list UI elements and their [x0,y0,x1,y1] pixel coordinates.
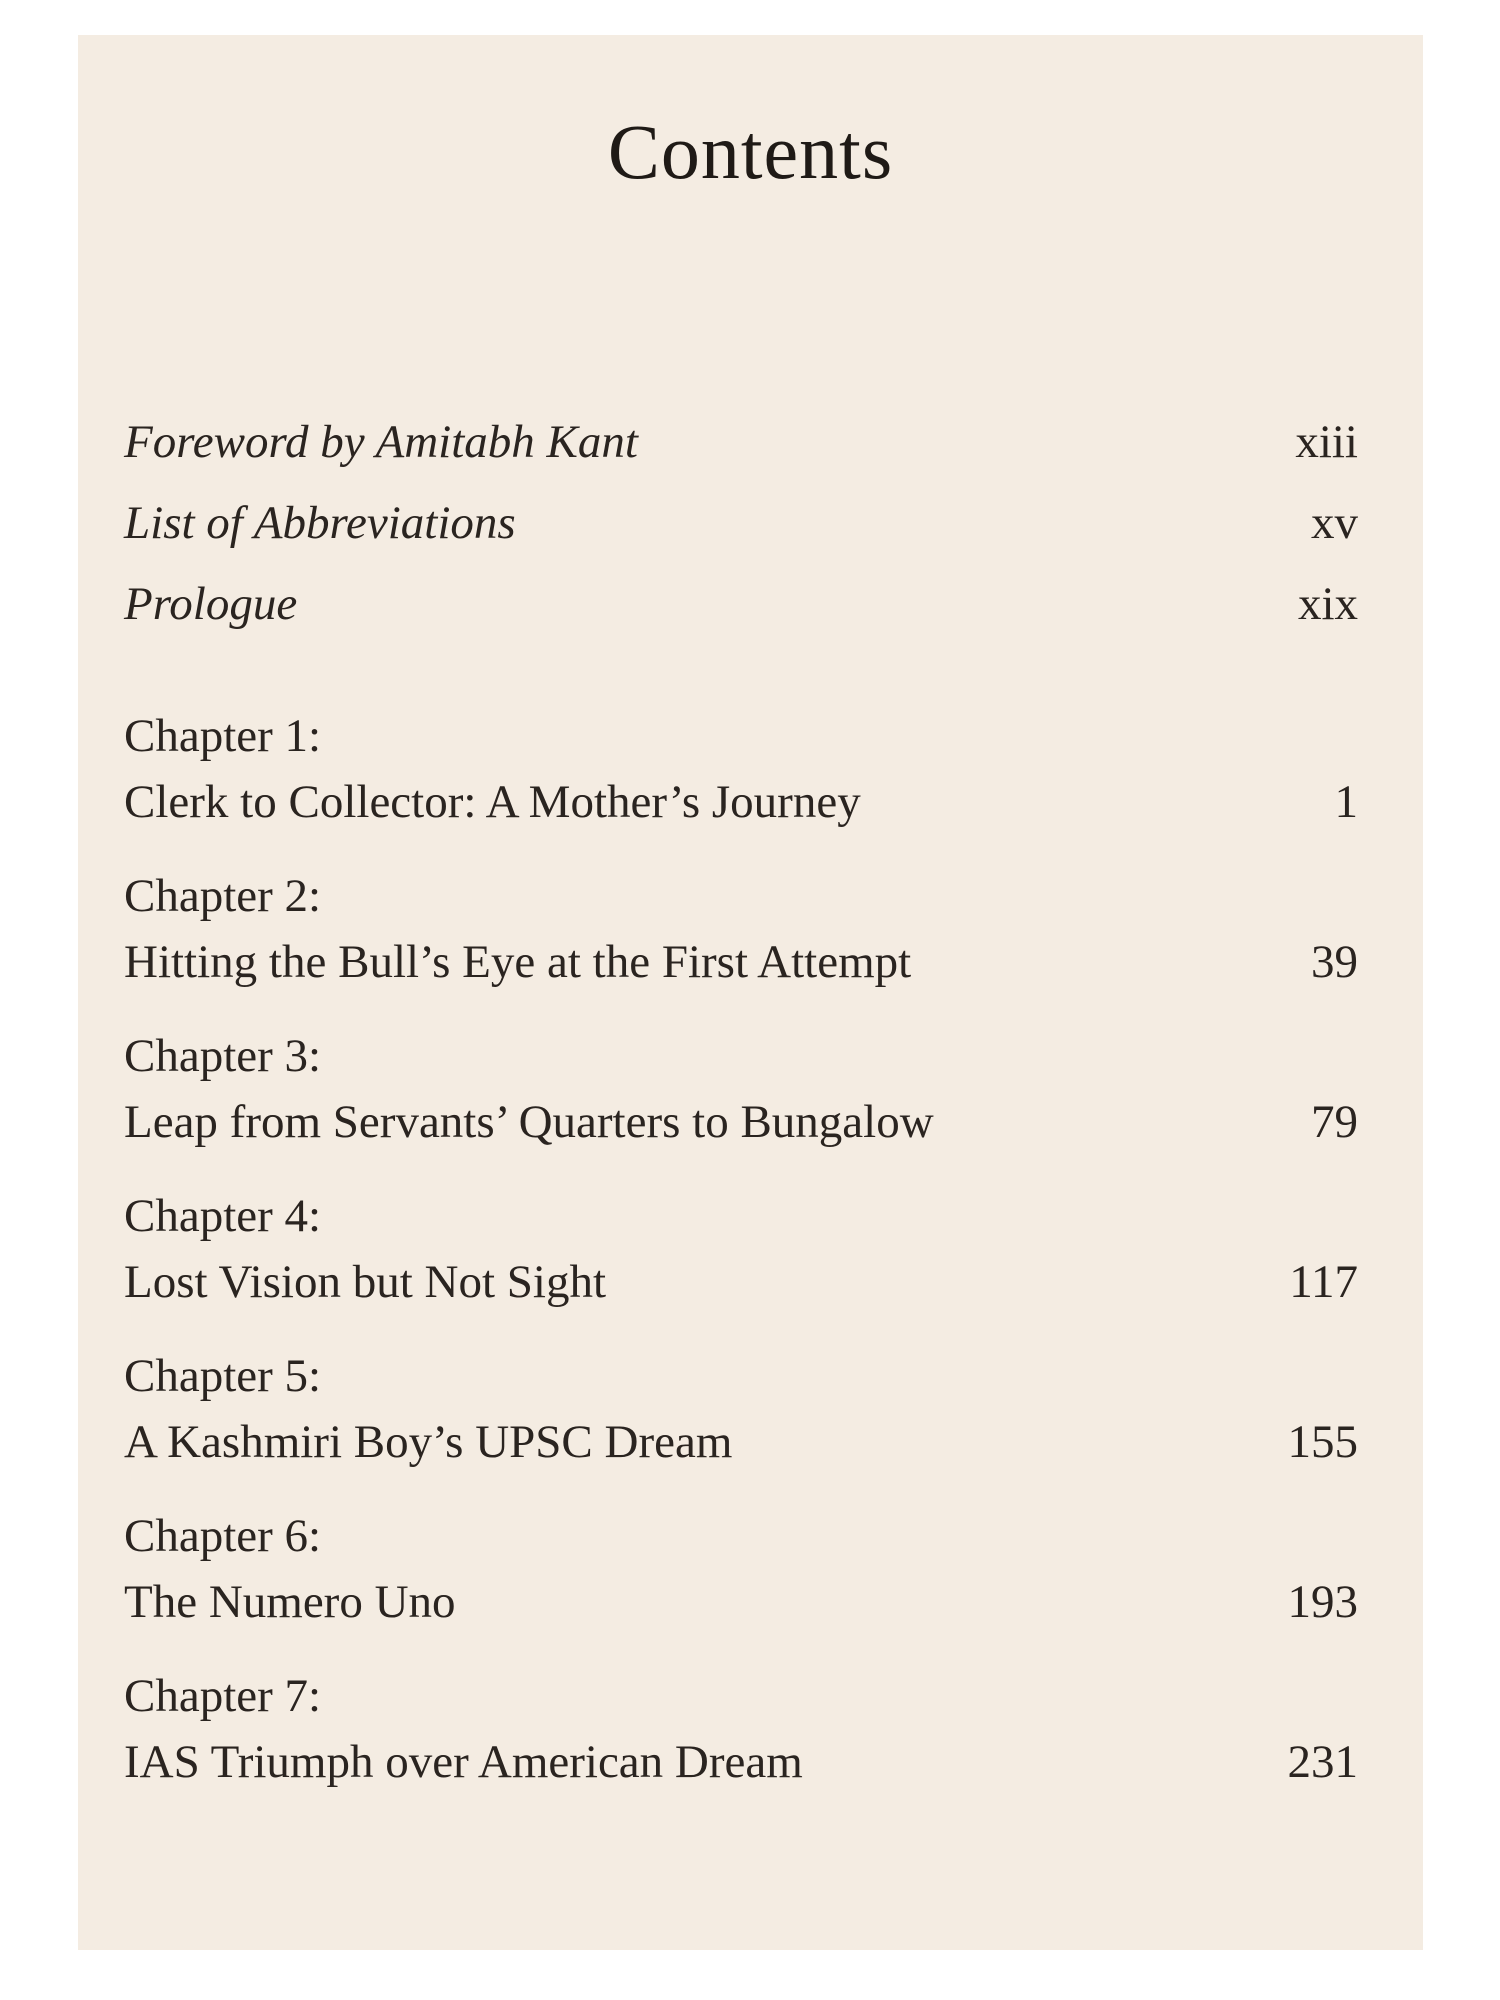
chapter-heading: Chapter 5: [124,1350,322,1402]
chapter-heading: Chapter 4: [124,1190,322,1242]
chapter-heading: Chapter 7: [124,1670,322,1722]
chapter-heading: Chapter 3: [124,1030,322,1082]
toc-list [124,415,1358,1823]
toc-chapter-7 [124,1663,1358,1823]
book-page [78,35,1423,1950]
chapter-heading: Chapter 6: [124,1510,322,1562]
toc-chapter-6 [124,1503,1358,1663]
toc-page-number: 117 [1289,1256,1358,1308]
toc-entry-prologue [124,577,1358,658]
toc-entry-abbreviations [124,496,1358,577]
chapter-title: Clerk to Collector: A Mother’s Journey [124,776,861,828]
toc-chapter-4 [124,1183,1358,1343]
chapter-title: A Kashmiri Boy’s UPSC Dream [124,1416,733,1468]
toc-entry-foreword [124,415,1358,496]
chapter-title: Lost Vision but Not Sight [124,1256,607,1308]
toc-page-number: xix [1297,578,1358,630]
chapter-title: The Numero Uno [124,1576,456,1628]
page-title: Contents [607,108,894,195]
toc-page-number: 231 [1287,1736,1358,1788]
toc-page-number: 155 [1287,1416,1358,1468]
chapter-title: IAS Triumph over American Dream [124,1736,803,1788]
toc-chapter-1 [124,703,1358,863]
chapter-title: Leap from Servants’ Quarters to Bungalow [124,1096,934,1148]
toc-page-number: 1 [1334,776,1358,828]
toc-page-number: 79 [1311,1096,1358,1148]
toc-chapter-2 [124,863,1358,1023]
toc-entry-label: List of Abbreviations [124,497,516,549]
toc-chapter-5 [124,1343,1358,1503]
chapter-heading: Chapter 2: [124,870,322,922]
toc-entry-label: Prologue [124,578,298,630]
toc-page-number: 39 [1311,936,1358,988]
toc-page-number: xiii [1295,416,1358,468]
toc-page-number: xv [1311,497,1358,549]
chapter-heading: Chapter 1: [124,710,322,762]
toc-entry-label: Foreword by Amitabh Kant [124,416,638,468]
toc-chapter-3 [124,1023,1358,1183]
chapter-title: Hitting the Bull’s Eye at the First Attempt [124,936,912,988]
toc-page-number: 193 [1287,1576,1358,1628]
